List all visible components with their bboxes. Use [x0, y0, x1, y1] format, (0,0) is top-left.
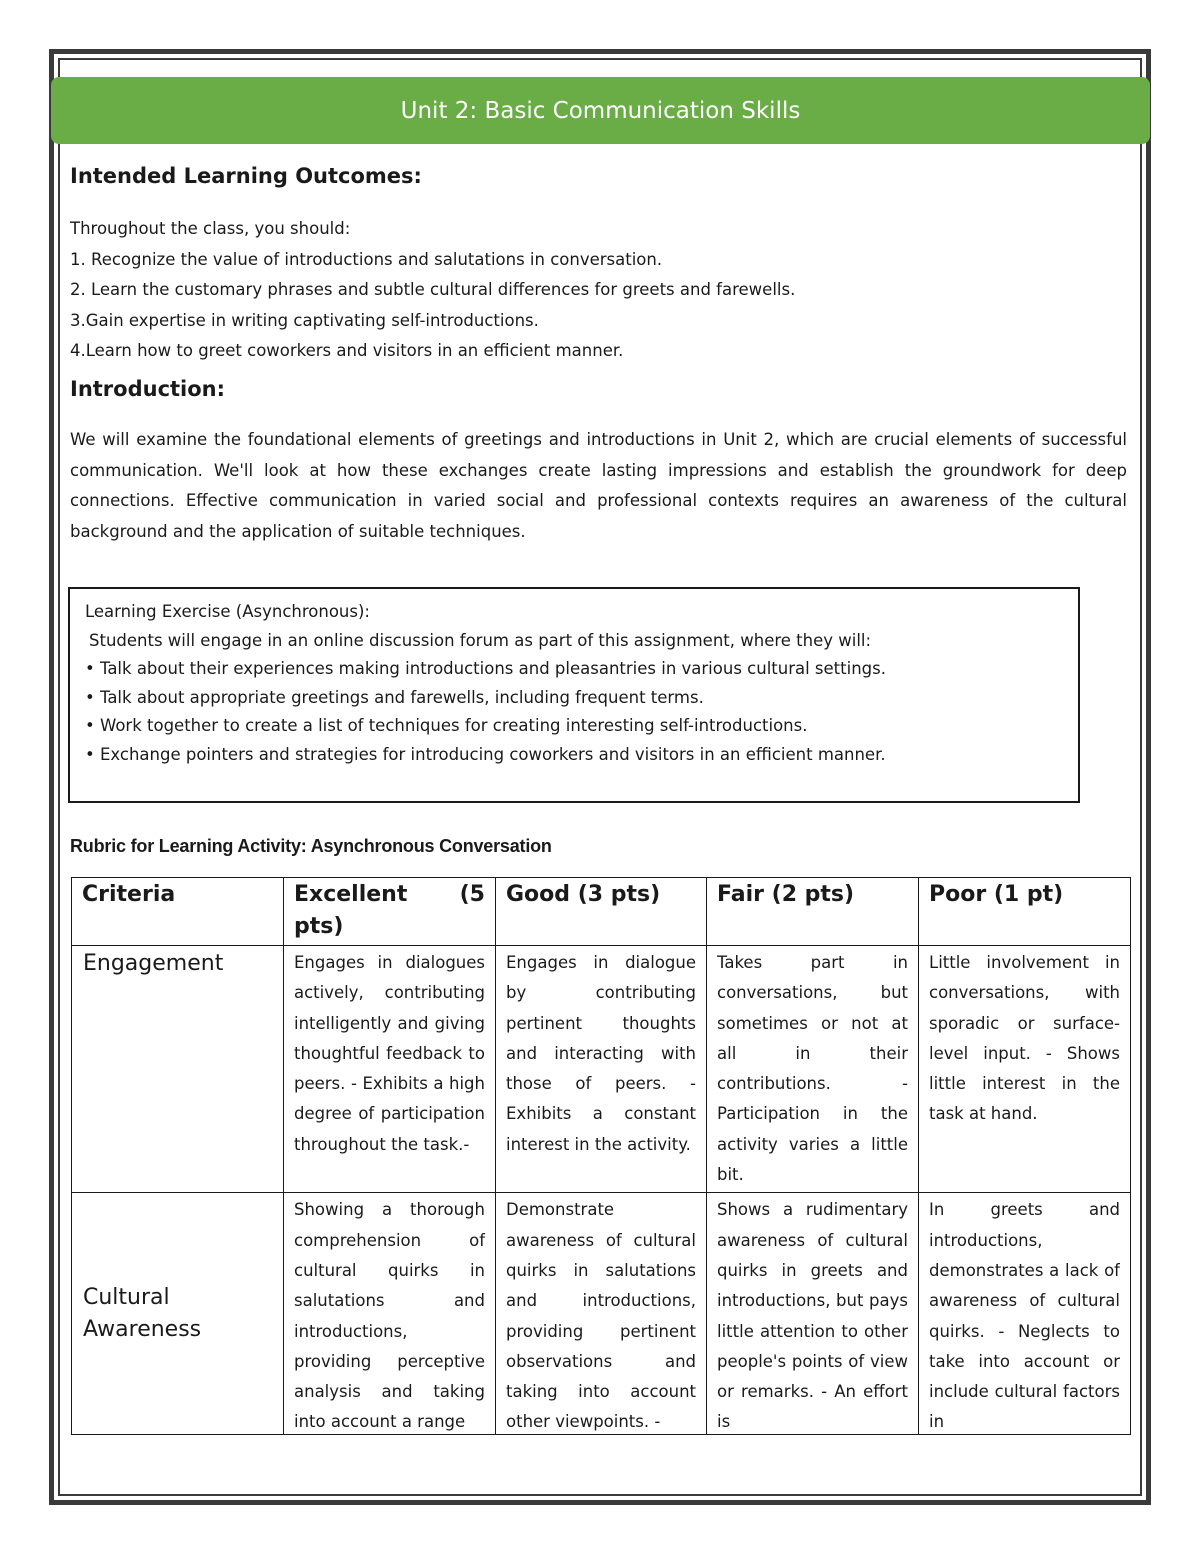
- good-text: Demonstrate awareness of cultural quirks in salutations and introductions, providing pertinent observations and taking into account other viewpoints. -: [506, 1200, 696, 1432]
- introduction-heading: Introduction:: [70, 377, 226, 401]
- rubric-table: [71, 877, 1131, 1435]
- fair-text: Shows a rudimentary awareness of cultural quirks in greets and introductions, but pays little attention to other people's points of view or remarks. - An effort is: [717, 1200, 908, 1432]
- exercise-intro: Students will engage in an online discussion forum as part of this assignment, where they will:: [89, 630, 872, 650]
- good-cell: [496, 1193, 707, 1435]
- unit-title: Unit 2: Basic Communication Skills: [400, 97, 801, 124]
- unit-title-banner: [51, 77, 1150, 144]
- good-cell: Engages in dialogue by contributing pertinent thoughts and interacting with those of peers. - Exhibits a constant interest in the activity.: [496, 946, 707, 1193]
- exercise-bullet: • Talk about their experiences making introductions and pleasantries in various cultural settings.: [85, 659, 886, 678]
- header-poor: Poor (1 pt): [919, 878, 1131, 946]
- rubric-header-row: [72, 878, 1131, 946]
- outcome-item: 2. Learn the customary phrases and subtle cultural differences for greets and farewells.: [70, 280, 796, 299]
- poor-cell: Little involvement in conversations, with sporadic or surface-level input. - Shows little interest in the task at hand.: [919, 946, 1131, 1193]
- outcome-item: 3.Gain expertise in writing captivating self-introductions.: [70, 310, 539, 330]
- criterion-cell: Engagement: [72, 946, 284, 1193]
- exercise-title: Learning Exercise (Asynchronous):: [85, 602, 370, 621]
- exercise-bullet: • Work together to create a list of techniques for creating interesting self-introductions.: [85, 716, 808, 735]
- header-fair: Fair (2 pts): [707, 878, 919, 946]
- header-criteria: Criteria: [72, 878, 284, 946]
- rubric-title: Rubric for Learning Activity: Asynchronous Conversation: [70, 836, 552, 856]
- excellent-cell: [284, 1193, 496, 1435]
- poor-text: In greets and introductions, demonstrates a lack of awareness of cultural quirks. - Neglects to take into account or include cultural factors in: [929, 1200, 1120, 1432]
- outcome-item: 4.Learn how to greet coworkers and visitors in an efficient manner.: [70, 341, 624, 360]
- rubric-row-engagement: [72, 946, 1131, 1193]
- criterion-label: Cultural Awareness: [83, 1284, 202, 1342]
- outcomes-heading: Intended Learning Outcomes:: [70, 164, 422, 188]
- header-good: Good (3 pts): [496, 878, 707, 946]
- outcome-item: 1. Recognize the value of introductions and salutations in conversation.: [70, 249, 663, 269]
- introduction-paragraph: We will examine the foundational elements of greetings and introductions in Unit 2, which are crucial elements of successful communication. We'll look at how these exchanges create lasting impressions and establish the groundwork for deep connections. Effective communication in varied social and professional contexts requires an awareness of the cultural background and the application of suitable techniques.: [70, 430, 1127, 541]
- fair-cell: Takes part in conversations, but sometimes or not at all in their contributions. - Participation in the activity varies a little bit.: [707, 946, 919, 1193]
- fair-cell: [707, 1193, 919, 1435]
- poor-cell: [919, 1193, 1131, 1435]
- outcomes-lead: Throughout the class, you should:: [70, 219, 351, 238]
- exercise-bullet: • Talk about appropriate greetings and farewells, including frequent terms.: [85, 687, 704, 707]
- excellent-cell: Engages in dialogues actively, contributing intelligently and giving thoughtful feedback to peers. - Exhibits a high degree of participation throughout the task.-: [284, 946, 496, 1193]
- learning-exercise-box: [68, 587, 1080, 803]
- criterion-cell: [72, 1193, 284, 1435]
- outcomes-list: [70, 214, 795, 367]
- exercise-bullet: • Exchange pointers and strategies for introducing coworkers and visitors in an efficient manner.: [85, 744, 886, 764]
- rubric-row-cultural-awareness: [72, 1193, 1131, 1435]
- header-excellent: Excellent (5 pts): [284, 878, 496, 946]
- excellent-text: Showing a thorough comprehension of cultural quirks in salutations and introductions, providing perceptive analysis and taking into account a range: [294, 1200, 485, 1432]
